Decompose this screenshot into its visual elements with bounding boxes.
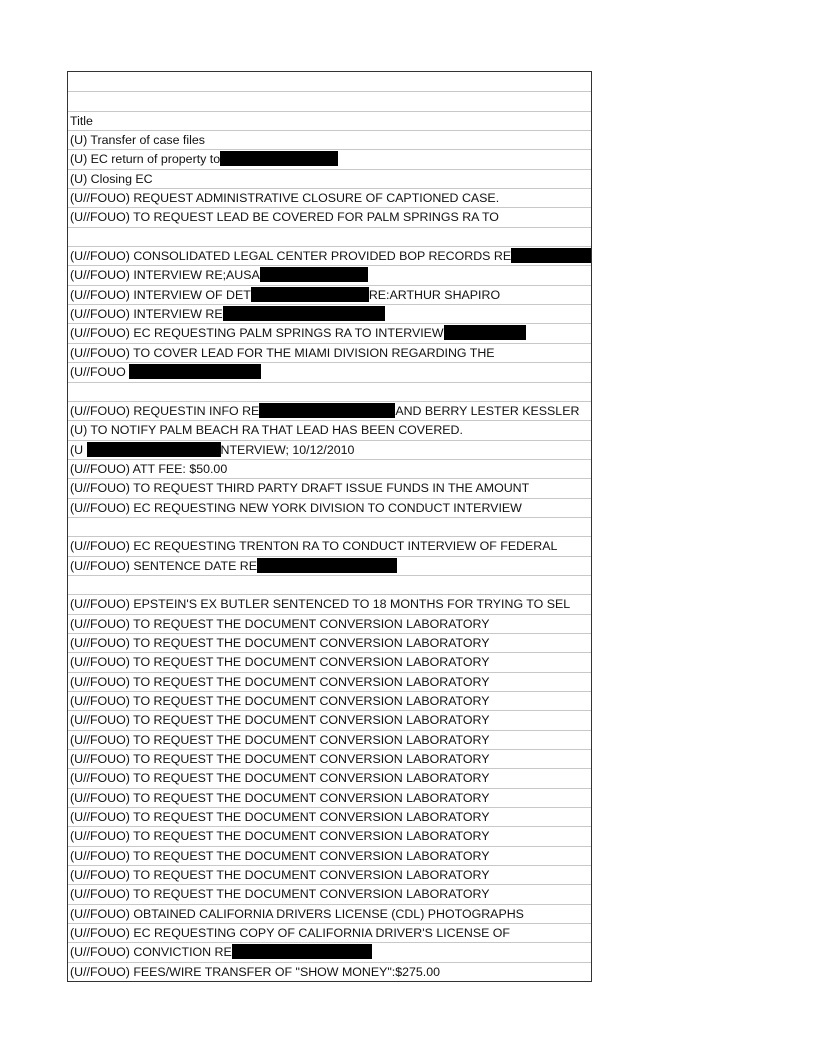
- cell-text: (U//FOUO) TO REQUEST THE DOCUMENT CONVERSION LABORATORY: [70, 732, 490, 747]
- table-row: [68, 304, 591, 323]
- table-row: [68, 923, 591, 942]
- redaction-bar: [444, 325, 526, 340]
- table-row: [68, 962, 591, 981]
- cell-text: (U//FOUO) TO REQUEST THE DOCUMENT CONVERSION LABORATORY: [70, 674, 490, 689]
- table-row: [68, 556, 591, 575]
- table-row: [68, 672, 591, 691]
- cell-text: (U//FOUO) INTERVIEW OF DET: [70, 287, 251, 302]
- cell-text: (U//FOUO) TO REQUEST THE DOCUMENT CONVERSION LABORATORY: [70, 655, 490, 670]
- cell-text: (U//FOUO) TO REQUEST THE DOCUMENT CONVERSION LABORATORY: [70, 887, 490, 902]
- table-row: [68, 498, 591, 517]
- cell-text: NTERVIEW; 10/12/2010: [220, 442, 355, 457]
- empty-row: [68, 517, 591, 536]
- cell-text: (U//FOUO) TO REQUEST THE DOCUMENT CONVERSION LABORATORY: [70, 713, 490, 728]
- table-row: [68, 730, 591, 749]
- redaction-bar: [129, 364, 261, 379]
- cell-text: (U//FOUO) TO REQUEST THE DOCUMENT CONVERSION LABORATORY: [70, 829, 490, 844]
- cell-text: AND BERRY LESTER KESSLER: [395, 403, 580, 418]
- table-row: [68, 149, 591, 168]
- cell-text: (U//FOUO) TO REQUEST THE DOCUMENT CONVERSION LABORATORY: [70, 790, 490, 805]
- cell-text: (U//FOUO) EC REQUESTING COPY OF CALIFORNIA DRIVER'S LICENSE OF: [70, 926, 510, 941]
- cell-text: (U//FOUO) TO REQUEST THE DOCUMENT CONVERSION LABORATORY: [70, 848, 490, 863]
- cell-text: (U//FOUO) FEES/WIRE TRANSFER OF "SHOW MONEY":$275.00: [70, 964, 441, 979]
- cell-text: (U//FOUO) SENTENCE DATE RE: [70, 558, 258, 573]
- table-row: [68, 188, 591, 207]
- table-row: [68, 536, 591, 555]
- cell-text: (U//FOUO) TO REQUEST THE DOCUMENT CONVERSION LABORATORY: [70, 635, 490, 650]
- table-row: [68, 614, 591, 633]
- redaction-bar: [260, 267, 368, 282]
- table-row: [68, 169, 591, 188]
- empty-row: [68, 227, 591, 246]
- cell-text: (U) TO NOTIFY PALM BEACH RA THAT LEAD HAS BEEN COVERED.: [70, 423, 463, 438]
- table-row: [68, 710, 591, 729]
- table-row: [68, 633, 591, 652]
- cell-text: (U//FOUO) INTERVIEW RE;AUSA: [70, 268, 260, 283]
- table-row: [68, 343, 591, 362]
- cell-text: (U) Closing EC: [70, 171, 153, 186]
- table-row: [68, 440, 591, 459]
- empty-row: [68, 91, 591, 110]
- table-row: [68, 265, 591, 284]
- cell-text: (U//FOUO) CONVICTION RE: [70, 945, 232, 960]
- empty-row: [68, 575, 591, 594]
- table-row: [68, 478, 591, 497]
- redaction-bar: [87, 442, 221, 457]
- cell-text: (U//FOUO) ATT FEE: $50.00: [70, 461, 228, 476]
- cell-text: (U//FOUO) TO REQUEST THE DOCUMENT CONVERSION LABORATORY: [70, 616, 490, 631]
- spreadsheet-table: [67, 71, 592, 982]
- cell-text: (U//FOUO) TO COVER LEAD FOR THE MIAMI DIVISION REGARDING THE: [70, 345, 495, 360]
- cell-text: Title: [70, 113, 93, 128]
- table-row: [68, 362, 591, 381]
- table-row: [68, 652, 591, 671]
- cell-text: (U//FOUO) TO REQUEST THE DOCUMENT CONVERSION LABORATORY: [70, 752, 490, 767]
- table-row: [68, 420, 591, 439]
- redaction-bar: [251, 287, 369, 302]
- table-row: [68, 459, 591, 478]
- cell-text: (U//FOUO) EC REQUESTING NEW YORK DIVISION TO CONDUCT INTERVIEW: [70, 500, 522, 515]
- table-row: [68, 865, 591, 884]
- table-row: [68, 246, 591, 265]
- cell-text: (U//FOUO) OBTAINED CALIFORNIA DRIVERS LICENSE (CDL) PHOTOGRAPHS: [70, 906, 524, 921]
- table-row: [68, 904, 591, 923]
- cell-text: (U//FOUO) INTERVIEW RE: [70, 307, 223, 322]
- table-row: [68, 323, 591, 342]
- cell-text: (U) EC return of property to: [70, 152, 221, 167]
- table-row: [68, 788, 591, 807]
- redaction-bar: [511, 248, 591, 263]
- cell-text: (U//FOUO) CONSOLIDATED LEGAL CENTER PROVIDED BOP RECORDS RE: [70, 249, 512, 264]
- table-row: [68, 749, 591, 768]
- empty-row: [68, 72, 591, 91]
- cell-text: (U//FOUO) TO REQUEST THE DOCUMENT CONVERSION LABORATORY: [70, 694, 490, 708]
- cell-text: RE:ARTHUR SHAPIRO: [368, 287, 501, 302]
- table-row: [68, 942, 591, 961]
- table-row: [68, 130, 591, 149]
- table-row: [68, 594, 591, 613]
- redaction-bar: [257, 558, 397, 573]
- cell-text: (U//FOUO) TO REQUEST THE DOCUMENT CONVERSION LABORATORY: [70, 868, 490, 883]
- empty-row: [68, 382, 591, 401]
- cell-text: (U//FOUO) TO REQUEST THE DOCUMENT CONVERSION LABORATORY: [70, 771, 490, 786]
- cell-text: (U//FOUO) REQUESTIN INFO RE: [70, 403, 260, 418]
- table-row: [68, 207, 591, 226]
- table-row: [68, 807, 591, 826]
- redaction-bar: [259, 403, 395, 418]
- cell-text: (U) Transfer of case files: [70, 133, 205, 148]
- table-row: [68, 401, 591, 420]
- redaction-bar: [223, 306, 385, 321]
- cell-text: (U//FOUO: [70, 365, 130, 380]
- table-row: [68, 846, 591, 865]
- table-row: [68, 111, 591, 130]
- cell-text: (U: [70, 442, 87, 457]
- table-row: [68, 884, 591, 903]
- cell-text: (U//FOUO) TO REQUEST THE DOCUMENT CONVERSION LABORATORY: [70, 810, 490, 825]
- cell-text: (U//FOUO) REQUEST ADMINISTRATIVE CLOSURE OF CAPTIONED CASE.: [70, 191, 500, 206]
- table-row: [68, 768, 591, 787]
- cell-text: (U//FOUO) EC REQUESTING PALM SPRINGS RA TO INTERVIEW: [70, 326, 444, 341]
- cell-text: (U//FOUO) TO REQUEST LEAD BE COVERED FOR PALM SPRINGS RA TO: [70, 210, 499, 225]
- table-row: [68, 691, 591, 710]
- table-row: [68, 826, 591, 845]
- table-row: [68, 285, 591, 304]
- redaction-bar: [220, 151, 338, 166]
- redaction-bar: [232, 944, 372, 959]
- cell-text: (U//FOUO) EPSTEIN'S EX BUTLER SENTENCED TO 18 MONTHS FOR TRYING TO SEL: [70, 597, 571, 612]
- cell-text: (U//FOUO) TO REQUEST THIRD PARTY DRAFT ISSUE FUNDS IN THE AMOUNT: [70, 481, 530, 496]
- cell-text: (U//FOUO) EC REQUESTING TRENTON RA TO CONDUCT INTERVIEW OF FEDERAL: [70, 539, 558, 554]
